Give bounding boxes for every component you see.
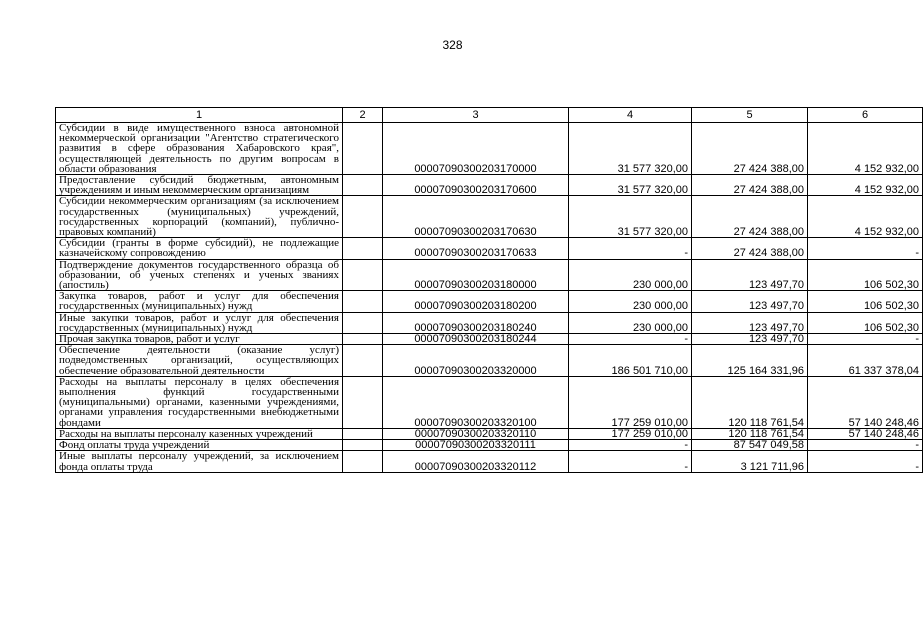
row-name: Иные закупки товаров, работ и услуг для обеспечения государственных (муниципальных) нужд [56,312,343,333]
table-row [56,345,923,377]
header-col-6: 6 [808,108,923,123]
row-value-col-5: 120 118 761,54 [692,428,808,439]
table-row [56,175,923,196]
row-code: 00007090300203320100 [383,376,569,428]
row-value-col-5: 123 497,70 [692,291,808,312]
row-value-col-6: 4 152 932,00 [808,123,923,175]
header-col-3: 3 [383,108,569,123]
row-value-col-4: - [569,451,692,472]
row-value-col-6: 4 152 932,00 [808,196,923,238]
row-col-2 [343,123,383,175]
row-value-col-6: - [808,440,923,451]
row-code: 00007090300203180240 [383,312,569,333]
row-col-2 [343,238,383,259]
row-col-2 [343,345,383,377]
row-col-2 [343,175,383,196]
row-value-col-5: 3 121 711,96 [692,451,808,472]
row-value-col-6: 57 140 248,46 [808,376,923,428]
row-value-col-4: 230 000,00 [569,259,692,291]
row-value-col-6: 106 502,30 [808,312,923,333]
header-col-2: 2 [343,108,383,123]
row-col-2 [343,428,383,439]
table-row [56,451,923,472]
table-row [56,238,923,259]
row-value-col-4: - [569,238,692,259]
row-value-col-6: 61 337 378,04 [808,345,923,377]
row-value-col-4: - [569,440,692,451]
row-value-col-5: 123 497,70 [692,259,808,291]
row-value-col-5: 123 497,70 [692,312,808,333]
row-name: Обеспечение деятельности (оказание услуг) подведомственных организаций, осуществляющих обеспечение образовательной деятельности [56,345,343,377]
page-number: 328 [442,38,463,52]
table-row [56,312,923,333]
row-name: Субсидии (гранты в форме субсидий), не подлежащие казначейскому сопровождению [56,238,343,259]
row-value-col-6: 106 502,30 [808,259,923,291]
row-value-col-6: - [808,334,923,345]
row-value-col-5: 27 424 388,00 [692,238,808,259]
row-value-col-5: 125 164 331,96 [692,345,808,377]
row-col-2 [343,312,383,333]
row-code: 00007090300203170000 [383,123,569,175]
row-code: 00007090300203170633 [383,238,569,259]
row-value-col-5: 27 424 388,00 [692,175,808,196]
row-value-col-5: 87 547 049,58 [692,440,808,451]
row-value-col-5: 120 118 761,54 [692,376,808,428]
row-code: 00007090300203170630 [383,196,569,238]
row-name: Субсидии в виде имущественного взноса автономной некоммерческой организации "Агентство стратегического развития в сфере образования Хабаровского края", осуществляющей деятельность по другим вопросам в области образования [56,123,343,175]
row-code: 00007090300203180000 [383,259,569,291]
row-value-col-6: 4 152 932,00 [808,175,923,196]
table-row [56,123,923,175]
row-name: Прочая закупка товаров, работ и услуг [56,334,343,345]
row-value-col-4: 230 000,00 [569,291,692,312]
row-code: 00007090300203320111 [383,440,569,451]
row-code: 00007090300203180244 [383,334,569,345]
row-name: Фонд оплаты труда учреждений [56,440,343,451]
row-name: Закупка товаров, работ и услуг для обеспечения государственных (муниципальных) нужд [56,291,343,312]
row-col-2 [343,196,383,238]
row-name: Расходы на выплаты персоналу казенных учреждений [56,428,343,439]
row-col-2 [343,259,383,291]
row-code: 00007090300203180200 [383,291,569,312]
budget-table [55,107,923,473]
row-value-col-4: 230 000,00 [569,312,692,333]
table-row [56,259,923,291]
row-col-2 [343,440,383,451]
row-value-col-5: 123 497,70 [692,334,808,345]
row-name: Предоставление субсидий бюджетным, автономным учреждениям и иным некоммерческим организациям [56,175,343,196]
table-row [56,334,923,345]
row-col-2 [343,334,383,345]
row-value-col-6: - [808,238,923,259]
row-code: 00007090300203320112 [383,451,569,472]
row-col-2 [343,451,383,472]
row-name: Иные выплаты персоналу учреждений, за исключением фонда оплаты труда [56,451,343,472]
table-row [56,376,923,428]
row-value-col-4: 31 577 320,00 [569,175,692,196]
row-value-col-4: 186 501 710,00 [569,345,692,377]
table-row [56,440,923,451]
header-row [56,108,923,123]
table-row [56,428,923,439]
row-code: 00007090300203170600 [383,175,569,196]
row-value-col-5: 27 424 388,00 [692,123,808,175]
row-col-2 [343,376,383,428]
row-code: 00007090300203320000 [383,345,569,377]
row-value-col-5: 27 424 388,00 [692,196,808,238]
table-row [56,196,923,238]
row-code: 00007090300203320110 [383,428,569,439]
row-value-col-4: 177 259 010,00 [569,376,692,428]
row-value-col-4: 177 259 010,00 [569,428,692,439]
row-value-col-6: 106 502,30 [808,291,923,312]
table-row [56,291,923,312]
row-value-col-6: 57 140 248,46 [808,428,923,439]
row-value-col-6: - [808,451,923,472]
row-value-col-4: 31 577 320,00 [569,196,692,238]
row-value-col-4: - [569,334,692,345]
header-col-4: 4 [569,108,692,123]
row-name: Субсидии некоммерческим организациям (за исключением государственных (муниципальных) учреждений, государственных корпораций (компаний), публично-правовых компаний) [56,196,343,238]
row-name: Подтверждение документов государственного образца об образовании, об ученых степенях и ученых званиях (апостиль) [56,259,343,291]
row-col-2 [343,291,383,312]
header-col-1: 1 [56,108,343,123]
row-value-col-4: 31 577 320,00 [569,123,692,175]
header-col-5: 5 [692,108,808,123]
row-name: Расходы на выплаты персоналу в целях обеспечения выполнения функций государственными (муниципальными) органами, казенными учреждениями, органами управления государственными внебюджетными фондами [56,376,343,428]
